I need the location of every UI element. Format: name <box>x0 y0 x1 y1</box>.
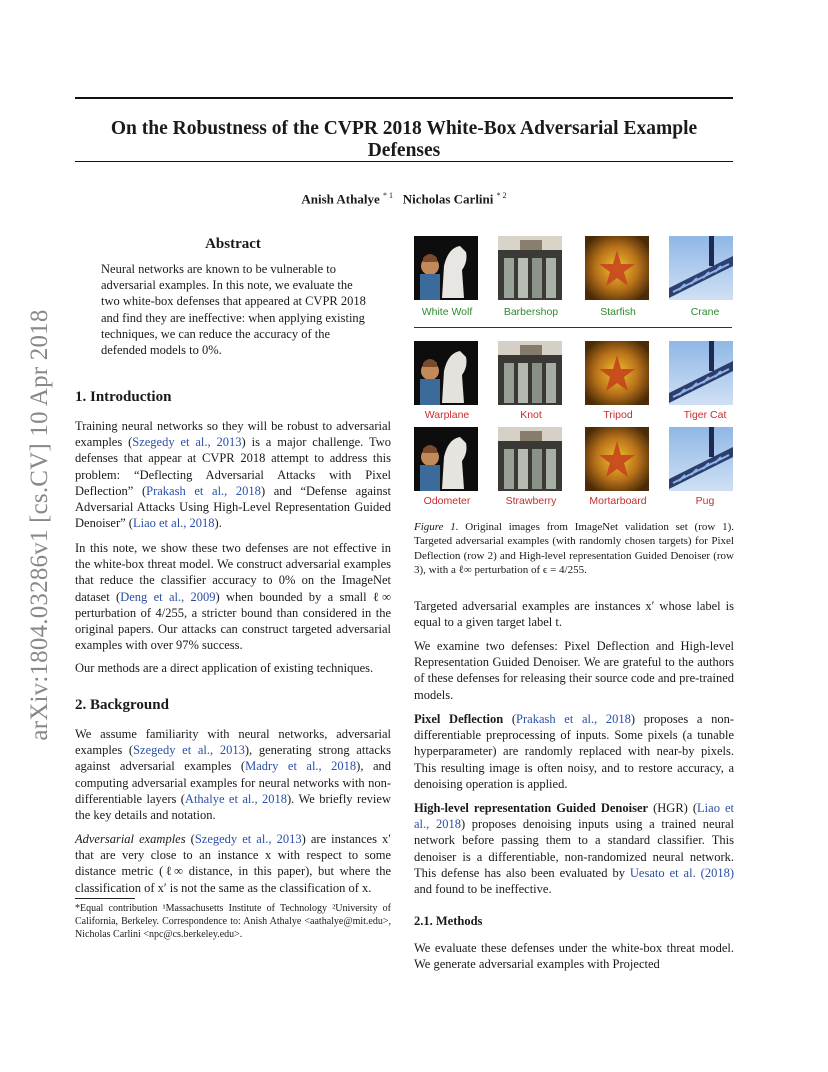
citation-link[interactable]: Szegedy et al., 2013 <box>194 832 302 846</box>
starfish-thumbnail <box>585 236 649 300</box>
author-mark: * 2 <box>496 191 507 200</box>
methods-heading: 2.1. Methods <box>414 914 483 928</box>
intro-heading: 1. Introduction <box>75 389 172 405</box>
barbershop-thumbnail <box>498 236 562 300</box>
citation-link[interactable]: Madry et al., 2018 <box>245 759 357 774</box>
background-paragraph-1: We assume familiarity with neural networks, adversarial examples (Szegedy et al., 2013), generating strong attacks against adversarial examples (Madry et al., 2018), and computing adversarial examples for neural networks with non-differentiable layers (Athalye et al., 2018). We briefly review the key details and notation. <box>75 727 392 823</box>
citation-link[interactable]: Athalye et al., 2018 <box>184 791 288 806</box>
citation-link[interactable]: Prakash et al., 2018 <box>146 483 261 498</box>
intro-paragraph-2: In this note, we show these two defenses are not effective in the white-box threat model. We construct adversarial examples that reduce the classifier accuracy to 0% on the ImageNet dataset (Deng et al., 2009) when bounded by a small ℓ∞ perturbation of 4/255, a stricter bound than considered in the original papers. Our attacks can construct targeted adversarial examples with over 97% success. <box>75 541 391 653</box>
mortarboard-thumbnail <box>585 427 649 491</box>
crane-thumbnail <box>669 236 733 300</box>
label-strawberry: Strawberry <box>505 495 557 507</box>
citation-link[interactable]: Liao et al., 2018 <box>132 516 215 531</box>
tiger-cat-thumbnail <box>669 341 733 405</box>
background-heading: 2. Background <box>75 697 169 713</box>
strawberry-thumbnail <box>498 427 562 491</box>
citation-link[interactable]: Prakash et al., 2018 <box>516 712 631 726</box>
title-bottom-rule <box>75 161 733 162</box>
right-paragraph-defenses: We examine two defenses: Pixel Deflection and High-level Representation Guided Denoiser. We are grateful to the authors of these defenses for releasing their source code and pre-trained models. <box>414 639 734 702</box>
odometer-thumbnail <box>414 427 478 491</box>
intro-paragraph-1: Training neural networks so they will be robust to adversarial examples (Szegedy et al., 2013) is a major challenge. Two defenses that appear at CVPR 2018 attempt to address this problem: “Deflecting Adversarial Attacks with Pixel Deflection” (Prakash et al., 2018) and “Defense against Adversarial Attacks Using High-Level Representation Guided Denoiser” (Liao et al., 2018). <box>75 419 391 531</box>
pixel-deflection-paragraph: Pixel Deflection (Prakash et al., 2018) proposes a non-differentiable preprocessing of inputs. Some pixels (a tunable hyperparameter) are randomly replaced with near-by pixels. This resulting image is often noisy, and to restore accuracy, a denoising operation is applied. <box>414 712 734 791</box>
label-crane: Crane <box>690 306 720 318</box>
title-top-rule <box>75 97 733 99</box>
tripod-thumbnail <box>585 341 649 405</box>
label-white-wolf: White Wolf <box>421 306 473 318</box>
knot-thumbnail <box>498 341 562 405</box>
hgr-paragraph: High-level representation Guided Denoiser (HGR) (Liao et al., 2018) proposes denoising inputs using a trained neural network before passing them to a standard classifier. This denoiser is a differentiable, non-randomized neural network. This defense has also been evaluated by Uesato et al. (2018) and found to be ineffective. <box>414 801 734 897</box>
label-odometer: Odometer <box>423 495 471 507</box>
warplane-thumbnail <box>414 341 478 405</box>
abstract-heading: Abstract <box>205 236 261 252</box>
abstract-text: Neural networks are known to be vulnerable to adversarial examples. In this note, we evaluate the two white-box defenses that appeared at CVPR 2018 and find they are ineffective: when applying existing techniques, we can reduce the accuracy of the defended models to 0%. <box>101 262 366 358</box>
label-mortarboard: Mortarboard <box>589 495 647 507</box>
label-knot: Knot <box>520 409 542 421</box>
citation-link[interactable]: Liao et al., 2018 <box>414 801 734 832</box>
pug-thumbnail <box>669 427 733 491</box>
intro-paragraph-3: Our methods are a direct application of existing techniques. <box>75 661 374 675</box>
citation-link[interactable]: Szegedy et al., 2013 <box>133 743 245 758</box>
methods-paragraph: We evaluate these defenses under the white-box threat model. We generate adversarial examples with Projected <box>414 941 734 972</box>
figure-caption: Figure 1. Original images from ImageNet validation set (row 1). Targeted adversarial examples (with randomly chosen targets) for Pixel Deflection (row 2) and High-level representation Guided Denoiser (row 3), with a ℓ∞ perturbation of ϵ = 4/255. <box>414 521 734 576</box>
white-wolf-thumbnail <box>414 236 478 300</box>
author-line <box>75 191 733 207</box>
caption-label: Figure 1. <box>414 521 459 533</box>
author-mark: * 1 <box>382 191 393 200</box>
background-paragraph-2: Adversarial examples (Szegedy et al., 2013) are instances x′ that are very close to an instance x with respect to some distance metric (ℓ∞ distance, in this paper), but where the classification of x′ is not the same as the classification of x. <box>75 832 391 895</box>
author-name: Nicholas Carlini <box>402 191 494 207</box>
label-barbershop: Barbershop <box>503 306 559 318</box>
arxiv-id-text: arXiv:1804.03286v1 [cs.CV] 10 Apr 2018 <box>26 309 53 741</box>
footnote: *Equal contribution ¹Massachusetts Institute of Technology ²University of California, Berkeley. Correspondence to: Anish Athalye <aathalye@mit.edu>, Nicholas Carlini <npc@cs.berkeley.edu>. <box>75 903 391 940</box>
paper-title: On the Robustness of the CVPR 2018 White-Box Adversarial Example Defenses <box>110 118 698 161</box>
arxiv-watermark <box>20 290 60 760</box>
label-pug: Pug <box>695 495 715 507</box>
author-name: Anish Athalye <box>301 191 380 207</box>
label-tiger-cat: Tiger Cat <box>683 409 727 421</box>
footnote-rule <box>75 898 135 899</box>
label-warplane: Warplane <box>424 409 470 421</box>
figure-divider <box>414 327 732 328</box>
citation-link[interactable]: Deng et al., 2009 <box>120 589 216 604</box>
label-tripod: Tripod <box>603 409 633 421</box>
citation-link[interactable]: Uesato et al. (2018) <box>629 865 734 880</box>
right-paragraph-targeted: Targeted adversarial examples are instances x′ whose label is equal to a given target label t. <box>414 599 734 630</box>
citation-link[interactable]: Szegedy et al., 2013 <box>132 435 242 450</box>
label-starfish: Starfish <box>600 306 636 318</box>
